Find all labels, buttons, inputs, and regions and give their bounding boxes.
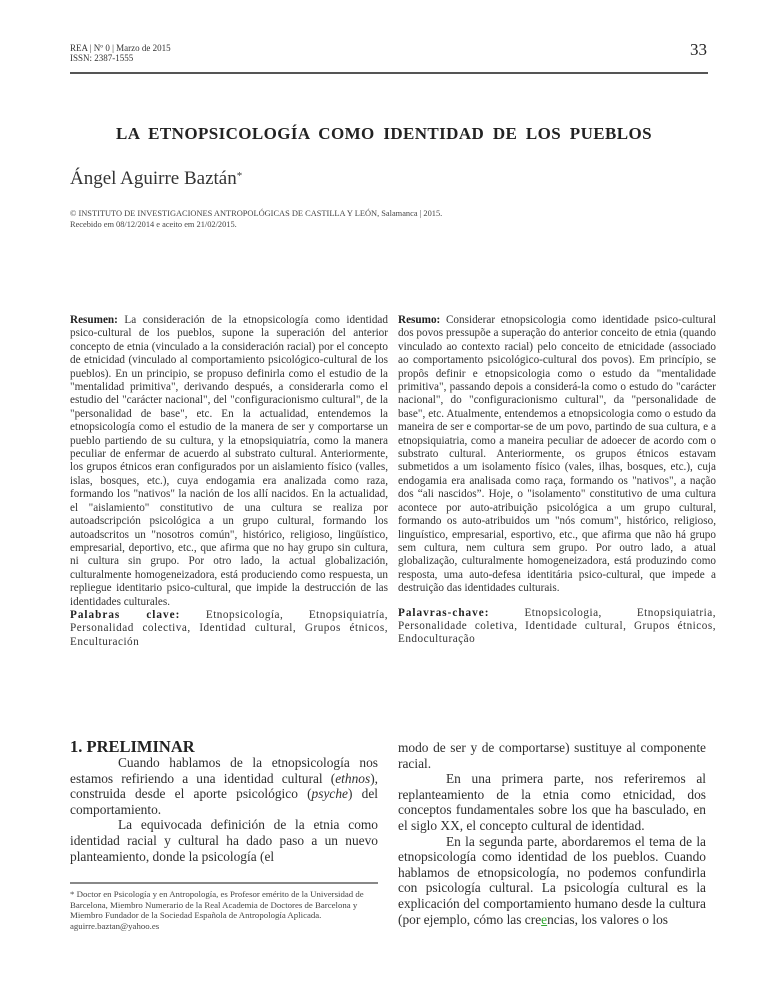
keywords-text: Etnopsicología, Etnopsiquiatría, Personalidad colectiva, Identidad cultural, Grupos étnicos, Enculturación: [70, 608, 389, 648]
journal-header: [70, 43, 171, 63]
paragraph: modo de ser y de comportarse) sustituye al componente racial.: [398, 740, 706, 771]
page-number: 33: [690, 40, 707, 59]
header-divider: [70, 72, 708, 74]
author-email[interactable]: aguirre.baztan@yahoo.es: [70, 920, 160, 931]
footnote-divider: [70, 882, 378, 884]
footnote: [70, 889, 380, 931]
author-name: Ángel Aguirre Baztán: [70, 168, 237, 189]
keywords-label: Palabras clave:: [70, 608, 181, 621]
paragraph: La equivocada definición de la etnia como identidad racial y cultural ha dado paso a un nuevo planteamiento, donde la psicología (el: [70, 817, 378, 864]
issn: ISSN: 2387-1555: [70, 53, 134, 63]
paragraph: En una primera parte, nos referiremos al replanteamiento de la etnia como etnicidad, dos conceptos fundamentales sobre los que ha basculado, en el siglo XX, el concepto cultural de identidad.: [398, 771, 706, 833]
keywords-text: Etnopsicologia, Etnopsiquiatria, Personalidade coletiva, Identidade cultural, Grupos étnicos, Endoculturação: [398, 606, 716, 646]
body-column-left: [70, 755, 378, 864]
footnote-text: * Doctor en Psicología y en Antropología, es Profesor emérito de la Universidad de Barcelona, Miembro Numerario de la Real Academia de Doctores de Barcelona y Miembro Fundador de la Sociedad Española de Antropología Aplicada.: [70, 889, 364, 921]
abstract-portuguese: [398, 314, 716, 647]
abstract-text: La consideración de la etnopsicología como identidad psico-cultural de los pueblos, supone la superación del anterior concepto de etnia (vinculado a la consideración racial) por el concepto de etnicidad (vinculado al comportamiento psicológico-cultural de los pueblos). En un principio, se propuso definirla como el estudio de la "mentalidad primitiva", derivando después, a considerarla como el estudio del "carácter nacional", del "configuracionismo cultural", de la "personalidad de base", etc. En la actualidad, entendemos la etnopsicología como el estudio de la manera de ser y comportarse un pueblo partiendo de su cultura, y la etnopsiquiatría, como la manera peculiar de enfermar de acuerdo al substrato cultural. Anteriormente, los grupos étnicos eran configurados por un aislamiento físico (valles, islas, bosques, etc.), cuya endogamia era analizada como raza, formando los "nativos" la nación de los allí nacidos. En la actualidad, el "aislamiento" constitutivo de una cultura se realiza por autoadscripción psicológica a un grupo cultural, formando los autoadscritos un "nosotros común", histórico, religioso, lingüístico, empresarial, deportivo, etc., que afirma que no hay grupo sin cultura, ni cultura sin grupo. Por otro lado, la actual globalización, culturalmente homogeneizadora, está produciendo como respuesta, un repliegue identitario psico-cultural, que impide la destrucción de las identidades culturales.: [70, 314, 388, 608]
spellcheck-mark: e: [541, 911, 548, 927]
keywords-label: Palavras-chave:: [398, 606, 490, 619]
copyright-block: [70, 208, 442, 230]
copyright-line: © INSTITUTO DE INVESTIGACIONES ANTROPOLÓGICAS DE CASTILLA Y LEÓN, Salamanca | 2015.: [70, 209, 443, 218]
received-line: Recebido em 08/12/2014 e aceito em 21/02/2015.: [70, 220, 237, 229]
abstract-label: Resumen:: [70, 314, 118, 326]
section-heading: 1. PRELIMINAR: [70, 737, 195, 756]
body-column-right: [398, 740, 706, 927]
paragraph: Cuando hablamos de la etnopsicología nos estamos refiriendo a una identidad cultural (ethnos), construida desde el aporte psicológico (psyche) del comportamiento.: [70, 755, 378, 817]
article-title: LA ETNOPSICOLOGÍA COMO IDENTIDAD DE LOS PUEBLOS: [116, 124, 652, 143]
journal-issue: REA | Nº 0 | Marzo de 2015: [70, 43, 171, 53]
abstract-label: Resumo:: [398, 314, 441, 326]
paragraph: En la segunda parte, abordaremos el tema de la etnopsicología como identidad de los pueblos. Cuando hablamos de etnopsicología, no podemos confundirla con psicología cultural. La psicología cultural es la explicación del comportamiento humano desde la cultura (por ejemplo, cómo las creencias, los valores o los: [398, 833, 706, 927]
abstract-spanish: [70, 314, 388, 649]
author-footnote-mark: *: [236, 170, 243, 182]
abstract-text: Considerar etnopsicologia como identidade psico-cultural dos povos pressupõe a superação do anterior conceito de etnia (quando vinculado ao contexto racial) pelo conceito de etnicidade (associado ao comportamento psicológico-cultural dos povos). Em princípio, se propôs definir e etnopsicologia como o estudo da "mentalidade primitiva", passando depois a considerá-la como o estudo do "carácter nacional", do "configuracionismo cultural", da "personalidade de base", etc. Atualmente, entendemos a etnopsicologia como o estudo da maneira de ser e comportar-se de um povo, partindo de sua cultura, e a etnopsiquiatria, como a maneira peculiar de adoecer de acordo com o substrato cultural. Anteriormente, os grupos étnicos estavam submetidos a um isolamento físico (vales, ilhas, bosques, etc.), cuja endogamia era analisada como raça, formando os "nativos", a nação dos “ali nascidos”. Hoje, o "isolamento" constitutivo de uma cultura acontece por auto-atribuição psicológica a um grupo cultural, formando os auto-atribuidos um "nós comum", histórico, religioso, linguístico, empresarial, esportivo, etc., que afirma que não há grupo sem cultura, nem cultura sem grupo. Por outro lado, a atual globalização, culturalmente homogeneizadora, está produzindo como resposta, uma auto-defesa identitária psico-cultural, que impede a destruição das identidades culturais.: [398, 314, 716, 595]
author: [70, 168, 242, 190]
